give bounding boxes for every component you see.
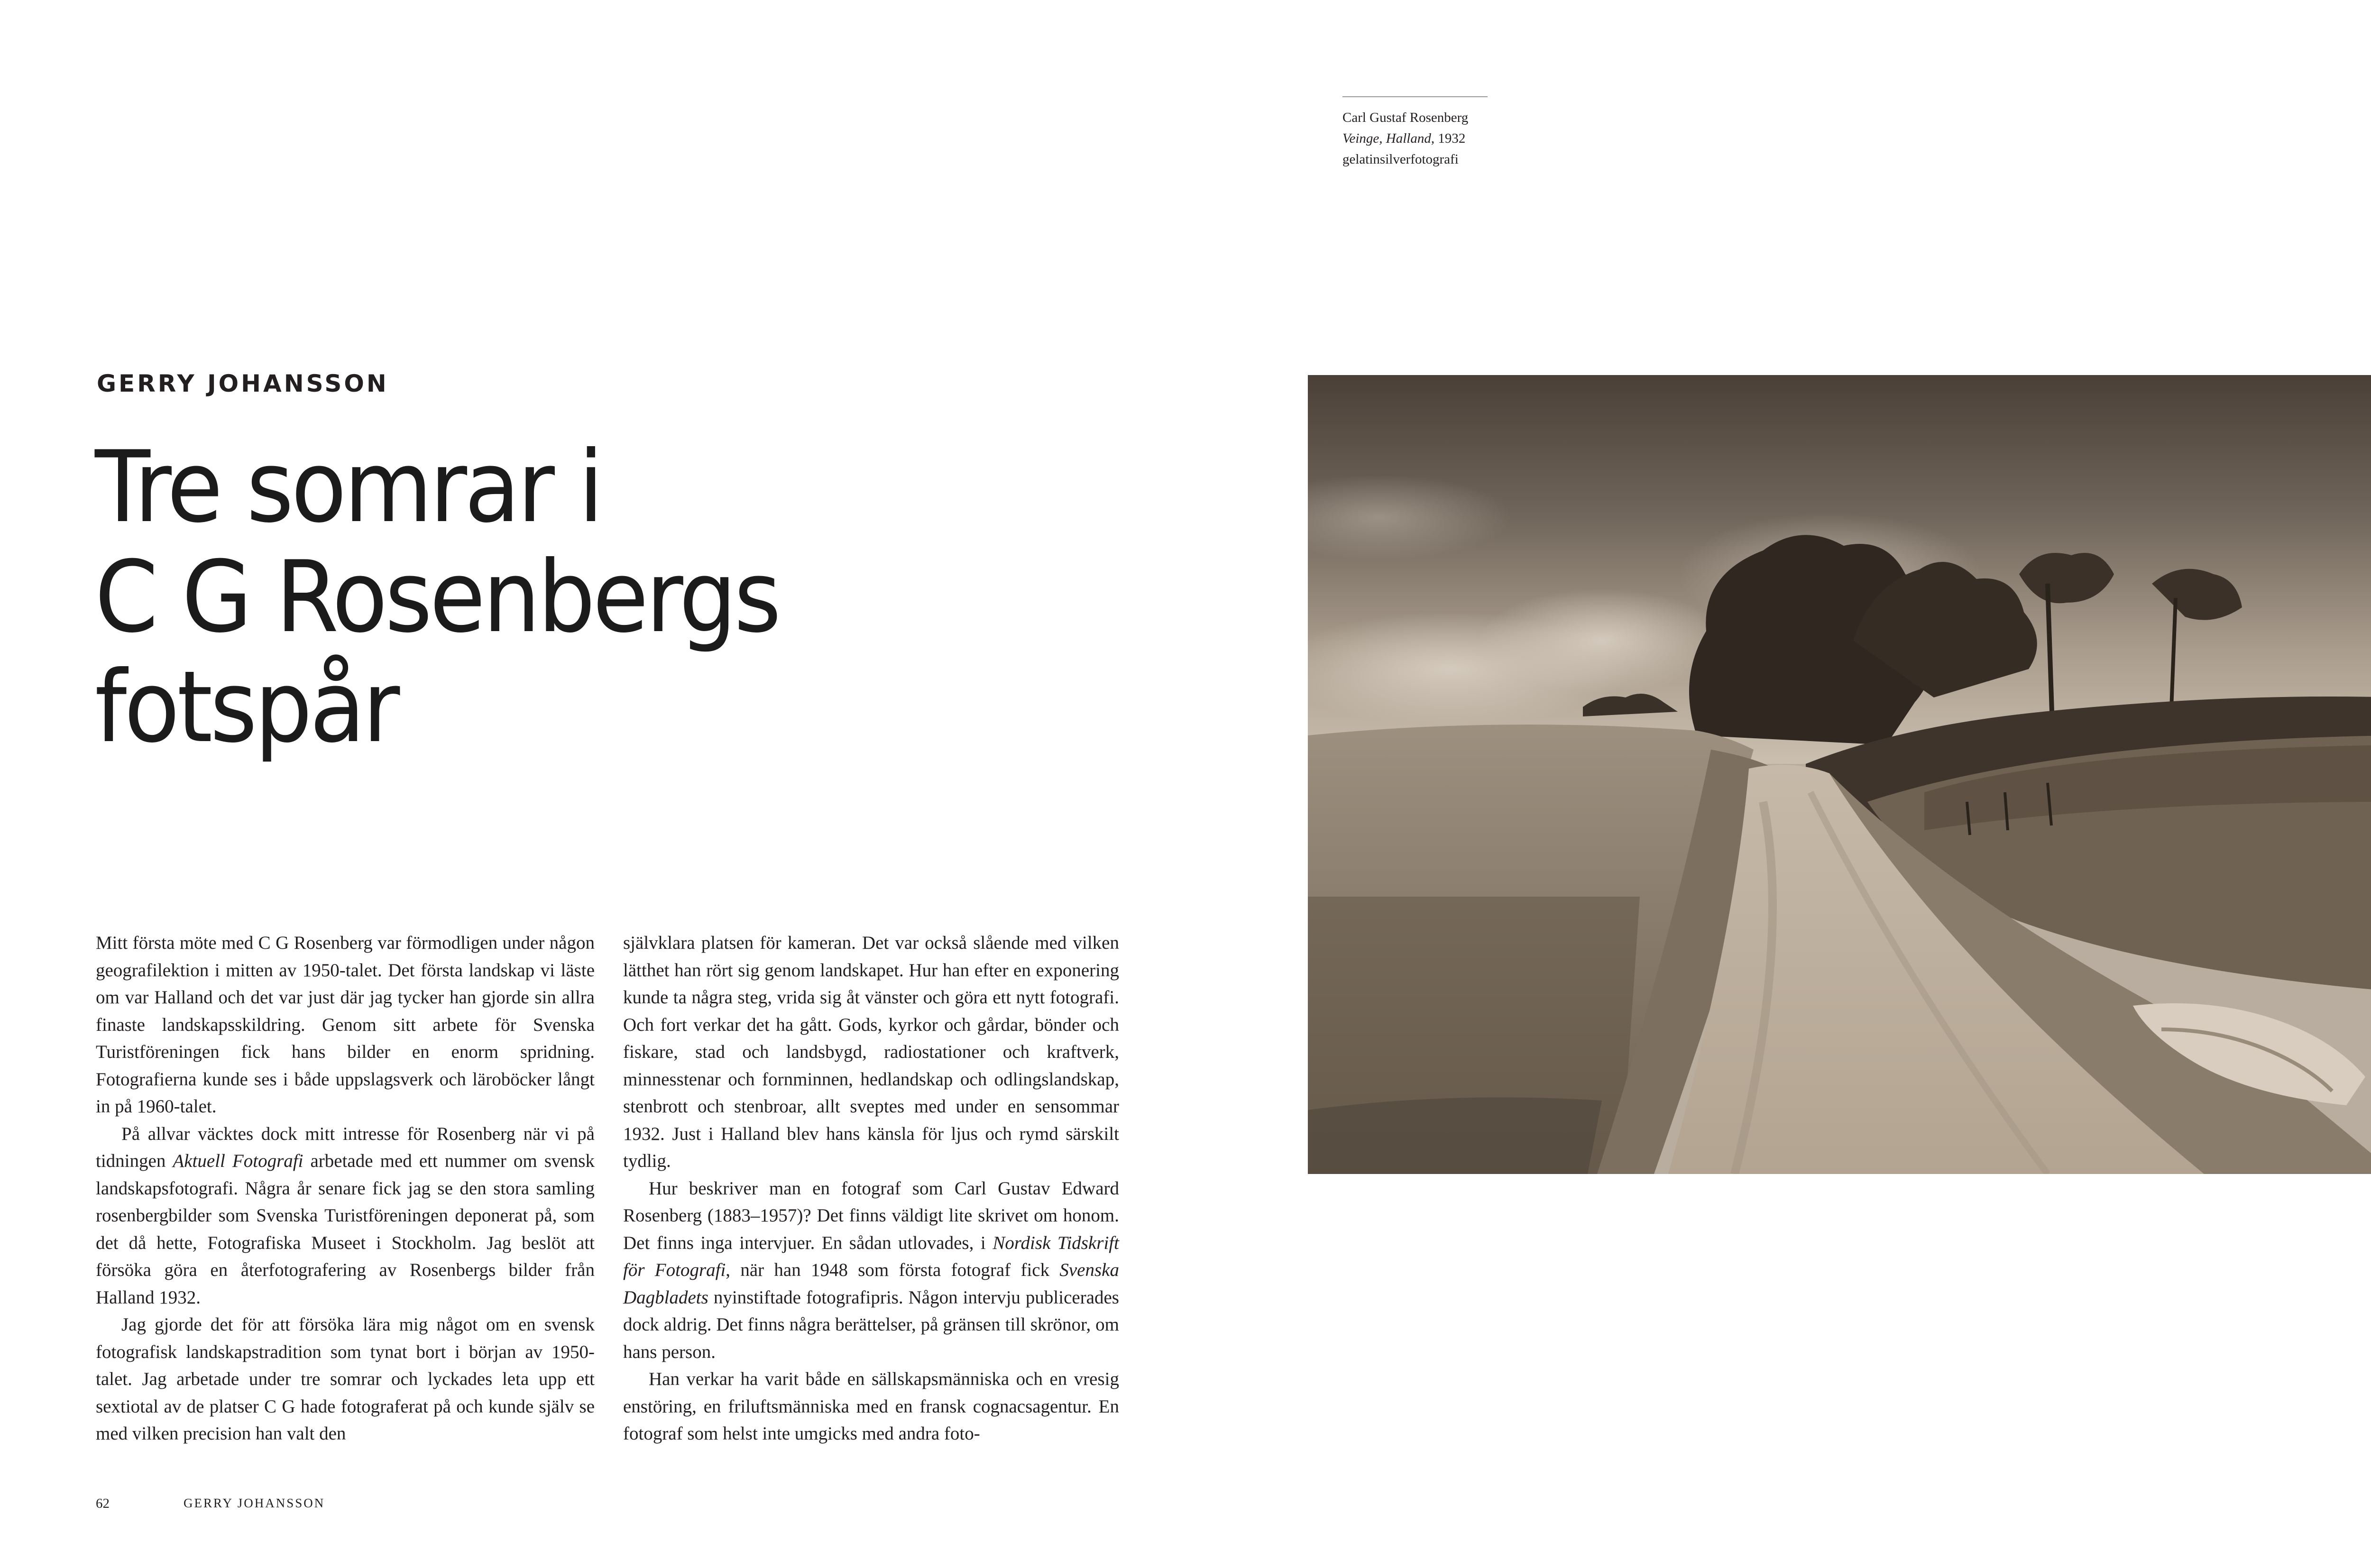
title-line-3: fotspår <box>95 650 397 765</box>
publication-name: Nordisk Tidskrift för Fotografi <box>623 1232 1119 1280</box>
running-head: GERRY JOHANSSON <box>184 1496 325 1510</box>
landscape-photograph <box>1308 375 2371 1174</box>
paragraph: På allvar väcktes dock mitt intresse för Rosenberg när vi på tidningen Aktuell Fotografi arbetade med ett nummer om svensk landskapsfotografi. Några år senare fick jag se den stora samling rosenbergbilder som Svenska Turistföreningen deponerat på, som det då hette, Fotografiska Museet i Stockholm. Jag beslöt att försöka göra en återfotografering av Rosenbergs bilder från Halland 1932. <box>96 1123 595 1308</box>
article-title <box>95 430 838 765</box>
caption-title: Veinge, Halland <box>1342 131 1431 146</box>
page-number: 62 <box>96 1496 110 1511</box>
paragraph: Han verkar ha varit både en sällskapsmänniska och en vresig enstöring, en friluftsmänniska med en fransk cognacsagentur. En fotograf som helst inte umgicks med andra foto- <box>623 1369 1119 1444</box>
caption-year: , 1932 <box>1431 131 1466 146</box>
body-column-right <box>623 929 1119 1448</box>
caption-rule <box>1342 96 1488 97</box>
caption-title-line <box>1342 128 1608 149</box>
publication-name: Svenska Dagbladets <box>623 1260 1119 1308</box>
paragraph: Mitt första möte med C G Rosenberg var förmodligen under någon geografilektion i mitten av 1950-talet. Det första landskap vi läste om var Halland och det var just där jag tycker han gjorde sin allra finaste landskapsskildring. Genom sitt arbete för Svenska Turistföreningen fick hans bilder en enorm spridning. Fotografierna kunde ses i både uppslagsverk och läroböcker långt in på 1960-talet. <box>96 933 595 1117</box>
author-heading: GERRY JOHANSSON <box>97 370 389 397</box>
title-line-2: C G Rosenbergs <box>95 540 779 655</box>
publication-name: Aktuell Fotografi <box>173 1151 303 1171</box>
body-column-left <box>96 929 595 1448</box>
title-line-1: Tre somrar i <box>95 430 601 545</box>
paragraph: Hur beskriver man en fotograf som Carl Gustav Edward Rosenberg (1883–1957)? Det finns väldigt lite skrivet om honom. Det finns inga intervjuer. En sådan utlovades, i Nordisk Tidskrift för Fotografi, när han 1948 som första fotograf fick Svenska Dagbladets nyinstiftade fotografipris. Någon intervju publicerades dock aldrig. Det finns några berättelser, på gränsen till skrönor, om hans person. <box>623 1178 1119 1362</box>
caption-photographer: Carl Gustaf Rosenberg <box>1342 110 1469 125</box>
paragraph: Jag gjorde det för att försöka lära mig något om en svensk fotografisk landskapstradition som tynat bort i början av 1950-talet. Jag arbetade under tre somrar och lyckades leta upp ett sextiotal av de platser C G hade fotograferat på och kunde själv se med vilken precision han valt den <box>96 1314 595 1444</box>
caption-medium: gelatinsilverfotografi <box>1342 152 1459 167</box>
paragraph: självklara platsen för kameran. Det var också slående med vilken lätthet han rört sig genom landskapet. Hur han efter en exponering kunde ta några steg, vrida sig åt vänster och göra ett nytt fotografi. Och fort verkar det ha gått. Gods, kyrkor och gårdar, bönder och fiskare, stad och landsbygd, radiostationer och kraftverk, minnesstenar och fornminnen, hedlandskap och odlingslandskap, stenbrott och stenbroar, allt sveptes med under en sensommar 1932. Just i Halland blev hans känsla för ljus och rymd särskilt tydlig. <box>623 933 1119 1171</box>
photo-caption <box>1342 107 1608 170</box>
